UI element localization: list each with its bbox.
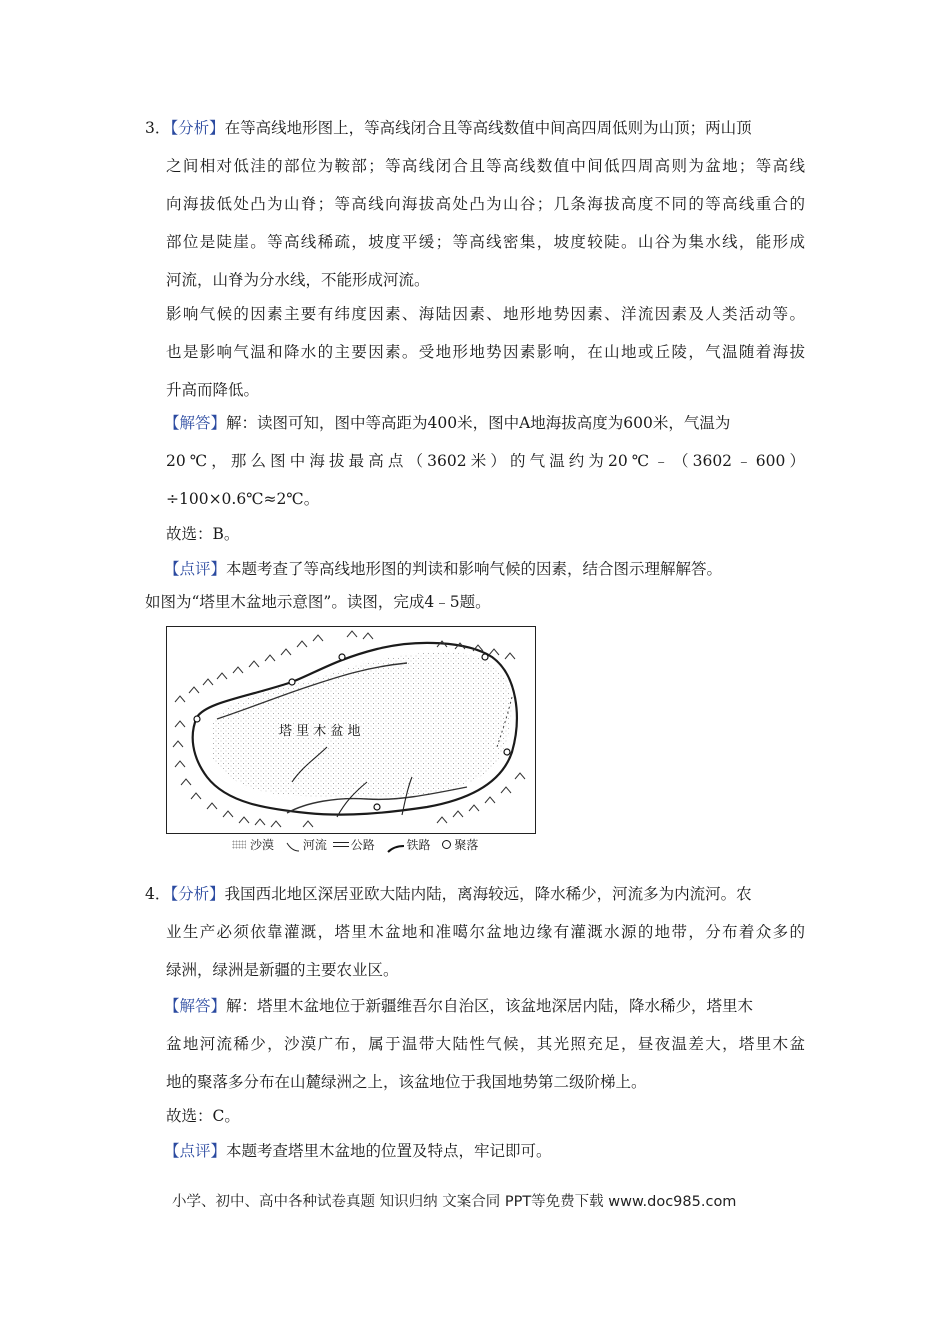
map-label: 塔 里 木 盆 地 (279, 724, 361, 739)
q3-climate-line-2: 也是影响气温和降水的主要因素。受地形地势因素影响，在山地或丘陵，气温随着海拔 (166, 343, 805, 361)
q3-choice: 故选：B。 (166, 525, 240, 543)
q3-comment-line (164, 559, 722, 579)
q3-answer-text-1: 解：读图可知，图中等高距为400米，图中A地海拔高度为600米，气温为 (226, 414, 731, 432)
q3-comment-tag: 【点评】 (164, 560, 227, 578)
q4-comment-line (164, 1141, 552, 1161)
map-graphic (167, 627, 535, 833)
map-legend (232, 836, 478, 853)
q4-choice: 故选：C。 (166, 1107, 240, 1125)
q4-comment-tag: 【点评】 (164, 1142, 227, 1160)
settlement-legend-swatch (442, 840, 451, 849)
settlement (374, 804, 380, 810)
legend-river: 河流 (302, 837, 327, 852)
settlement (339, 654, 345, 660)
tarim-basin-map (166, 626, 536, 834)
q4-answer-line-1 (164, 996, 805, 1016)
legend-railway: 铁路 (406, 837, 431, 852)
q3-comment-text: 本题考查了等高线地形图的判读和影响气候的因素，结合图示理解解答。 (226, 560, 723, 578)
q4-answer-tag: 【解答】 (164, 997, 227, 1015)
q3-analysis-line-5: 河流，山脊为分水线，不能形成河流。 (166, 271, 430, 289)
q3-analysis-tag: 【分析】 (170, 119, 225, 137)
legend-settlement: 聚落 (454, 837, 479, 852)
q4-comment-text: 本题考查塔里木盆地的位置及特点，牢记即可。 (226, 1142, 552, 1160)
q3-answer-line-1 (164, 413, 805, 433)
q4-analysis-tag: 【分析】 (170, 885, 225, 903)
q4-answer-line-3: 地的聚落多分布在山麓绿洲之上，该盆地位于我国地势第二级阶梯上。 (166, 1073, 647, 1091)
q3-answer-tag: 【解答】 (164, 414, 227, 432)
q4-analysis-line-3: 绿洲，绿洲是新疆的主要农业区。 (166, 961, 399, 979)
settlement (194, 716, 200, 722)
q3-line-1 (145, 118, 805, 138)
q3-analysis-line-2: 之间相对低洼的部位为鞍部；等高线闭合且等高线数值中间低四周高则为盆地；等高线 (166, 157, 805, 175)
q4-answer-text-1: 解：塔里木盆地位于新疆维吾尔自治区，该盆地深居内陆，降水稀少，塔里木 (226, 997, 754, 1015)
q4-line-1 (145, 884, 805, 904)
q3-analysis-line-3: 向海拔低处凸为山脊；等高线向海拔高处凸为山谷；几条海拔高度不同的等高线重合的 (166, 195, 805, 213)
q3-analysis-line-4: 部位是陡崖。等高线稀疏，坡度平缓；等高线密集，坡度较陡。山谷为集水线，能形成 (166, 233, 805, 251)
desert-area (212, 652, 511, 798)
q3-number: 3． (145, 119, 171, 137)
road-legend-swatch (333, 842, 349, 847)
q4-answer-line-2: 盆地河流稀少，沙漠广布，属于温带大陆性气候，其光照充足，昼夜温差大，塔里木盆 (166, 1035, 805, 1053)
legend-desert: 沙漠 (250, 837, 275, 852)
settlement (289, 679, 295, 685)
q3-answer-line-3: ÷100×0.6℃≈2℃。 (166, 490, 320, 508)
q3-climate-line-1: 影响气候的因素主要有纬度因素、海陆因素、地形地势因素、洋流因素及人类活动等。 (166, 305, 805, 323)
page-footer: 小学、初中、高中各种试卷真题 知识归纳 文案合同 PPT等免费下载 www.doc985.com (172, 1194, 737, 1210)
legend-road: 公路 (350, 837, 375, 852)
rail-legend-swatch (387, 841, 405, 849)
q3-analysis-line-1: 在等高线地形图上，等高线闭合且等高线数值中间高四周低则为山顶；两山顶 (224, 119, 752, 137)
q4-number: 4． (145, 885, 171, 903)
river-legend-swatch (286, 840, 300, 850)
q4-analysis-line-2: 业生产必须依靠灌溉，塔里木盆地和准噶尔盆地边缘有灌溉水源的地带，分布着众多的 (166, 923, 805, 941)
q3-climate-line-3: 升高而降低。 (166, 381, 260, 399)
q4-analysis-line-1: 我国西北地区深居亚欧大陆内陆，离海较远，降水稀少，河流多为内流河。农 (224, 885, 752, 903)
settlement (504, 749, 510, 755)
q3-answer-line-2: 20℃，那么图中海拔最高点（3602米）的气温约为20℃﹣（3602﹣600） (166, 452, 805, 470)
desert-legend-swatch (232, 840, 246, 849)
settlement (482, 654, 488, 660)
map-intro: 如图为“塔里木盆地示意图”。读图，完成4﹣5题。 (145, 593, 491, 611)
